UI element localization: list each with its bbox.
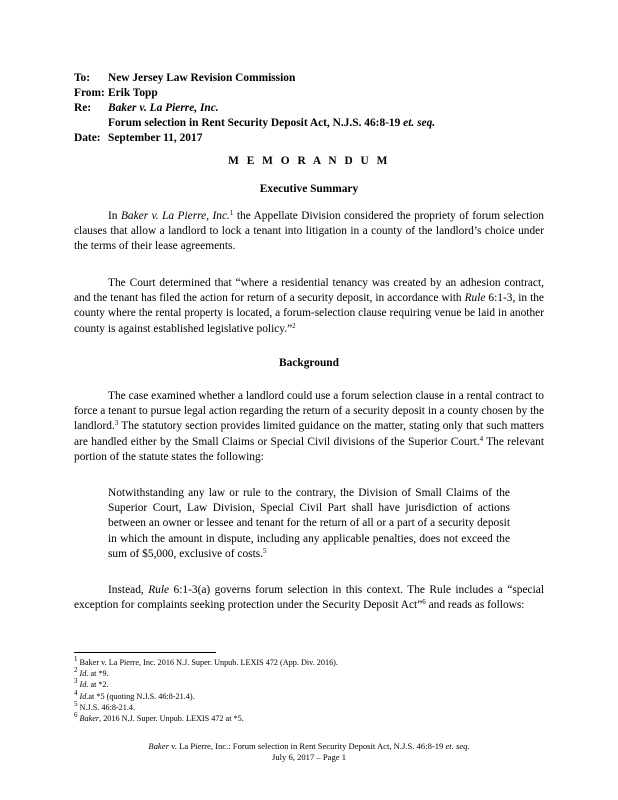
footnote-3: $^3$ Id. at *2. <box>74 677 109 690</box>
from-line <box>74 86 435 101</box>
footnote-2: $^2$ Id. at *9. <box>74 666 109 679</box>
re-subject-italic: et. seq. <box>403 117 436 129</box>
footnote-6: $^6$ Baker, 2016 N.J. Super. Unpub. LEXIS 472 at *5. <box>74 711 244 724</box>
background-heading: Background <box>279 357 339 369</box>
memo-header <box>74 71 435 146</box>
statute-quote: Notwithstanding any law or rule to the contrary, the Division of Small Claims of the Superior Court, Law Division, Special Civil Part shall have jurisdiction of actions between an owner or lessee and tenant for the return of all or a part of a security deposit in which the amount in dispute, including any applicable penalties, does not exceed the sum of $5,000, exclusive of costs.$^5$ <box>108 487 510 560</box>
to-value: New Jersey Law Revision Commission <box>108 72 296 84</box>
date-label: Date: <box>74 132 101 144</box>
footnote-ref: 4 <box>479 434 484 443</box>
date-value: September 11, 2017 <box>108 132 203 144</box>
page-footer <box>74 741 544 763</box>
executive-summary-heading: Executive Summary <box>259 183 359 195</box>
re-subject: Forum selection in Rent Security Deposit Act, N.J.S. 46:8-19 <box>108 117 404 129</box>
footer-title: Baker v. La Pierre, Inc.: Forum selection in Rent Security Deposit Act, N.J.S. 46:8-19 et. seq. <box>148 741 470 751</box>
to-label: To: <box>74 72 91 84</box>
footnote-ref: 6 <box>422 598 426 607</box>
footnote-ref: 2 <box>292 321 296 330</box>
from-label: From: <box>74 87 105 99</box>
date-line <box>74 131 435 146</box>
exec-summary-paragraph-2: The Court determined that “where a residential tenancy was created by an adhesion contract, and the tenant has filed the action for return of a security deposit, in accordance with Rule 6:1-3, in the county where the rental property is located, a forum-selection clause requiring venue be laid in another county is against established legislative policy.”$^2$ <box>74 277 544 335</box>
footnote-4: $^4$ Id.at *5 (quoting N.J.S. 46:8-21.4). <box>74 688 195 701</box>
re-subject-line <box>74 116 435 131</box>
footnote-divider <box>74 652 216 653</box>
footer-page-number: July 6, 2017 – Page 1 <box>272 752 346 762</box>
re-line <box>74 101 435 116</box>
background-paragraph-2: Instead, Rule 6:1-3(a) governs forum selection in this context. The Rule includes a “special exception for complaints seeking protection under the Security Deposit Act”$^6$ and reads as follows: <box>74 584 544 612</box>
footnote-5: $^5$ N.J.S. 46:8-21.4. <box>74 699 136 712</box>
case-name: Baker v. La Pierre, Inc. <box>120 210 230 222</box>
footnote-1: $^1$ Baker v. La Pierre, Inc. 2016 N.J. Super. Unpub. LEXIS 472 (App. Div. 2016). <box>74 655 338 667</box>
footnote-ref: 3 <box>114 419 119 428</box>
footnote-ref: 5 <box>263 546 267 555</box>
re-case-name: Baker v. La Pierre, Inc. <box>108 102 219 114</box>
from-value: Erik Topp <box>108 87 158 99</box>
memo-title: M E M O R A N D U M <box>228 155 390 167</box>
re-label: Re: <box>74 102 92 114</box>
footnote-ref: 1 <box>229 209 234 217</box>
background-paragraph-1: The case examined whether a landlord could use a forum selection clause in a rental contract to force a tenant to pursue legal action regarding the return of a security deposit in a county chosen by the landlord.$^3$ The statutory section provides limited guidance on the matter, stating only that such matters are handled either by the Small Claims or Special Civil divisions of the Superior Court.$^4$ The relevant portion of the statute states the following: <box>74 390 544 463</box>
to-line <box>74 71 435 86</box>
exec-summary-paragraph-1: In Baker v. La Pierre, Inc.$^1$ the Appellate Division considered the propriety of forum selection clauses that allow a landlord to lock a tenant into litigation in a county of the landlord’s choice under the terms of their lease agreements. <box>74 209 544 253</box>
footnotes <box>74 657 338 724</box>
